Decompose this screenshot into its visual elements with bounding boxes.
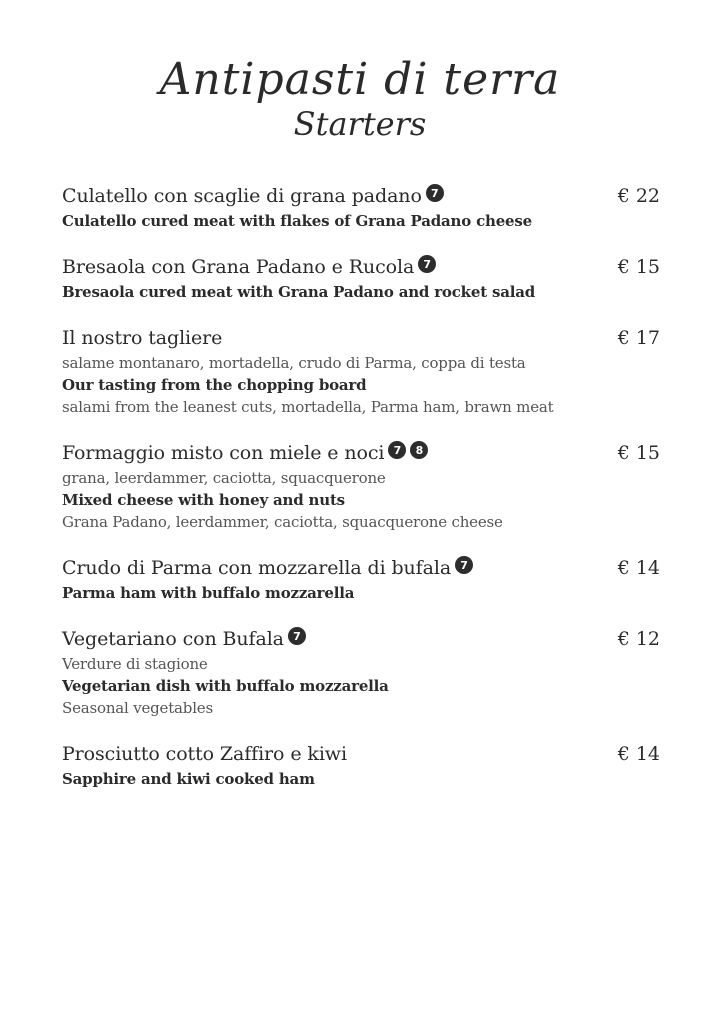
menu-item-price: € 15 (617, 256, 660, 278)
menu-item (62, 625, 662, 719)
page-subtitle: Starters (293, 105, 427, 143)
menu-heading (0, 52, 720, 144)
allergen-badge: 7 (418, 255, 436, 273)
menu-item-price: € 14 (617, 557, 660, 579)
menu-item-price: € 15 (617, 442, 660, 464)
menu-item (62, 740, 662, 790)
english-name: Parma ham with buffalo mozzarella (62, 584, 355, 602)
menu-item-price: € 14 (617, 743, 660, 765)
allergen-badge: 7 (288, 627, 306, 645)
menu-item-header (62, 182, 662, 210)
menu-item-header (62, 439, 662, 467)
menu-list (62, 182, 662, 790)
menu-item-name-wrap (62, 557, 473, 579)
english-description: Grana Padano, leerdammer, caciotta, squacquerone cheese (62, 513, 503, 531)
menu-item (62, 253, 662, 303)
english-name: Our tasting from the chopping board (62, 376, 367, 394)
menu-item-header (62, 324, 662, 352)
english-name: Bresaola cured meat with Grana Padano and rocket salad (62, 283, 536, 301)
menu-item (62, 324, 662, 418)
english-name: Mixed cheese with honey and nuts (62, 491, 345, 509)
italian-description: Verdure di stagione (62, 655, 208, 673)
menu-item-name-wrap (62, 327, 222, 349)
italian-description: salame montanaro, mortadella, crudo di Parma, coppa di testa (62, 354, 526, 372)
menu-item-price: € 17 (617, 327, 660, 349)
italian-description: grana, leerdammer, caciotta, squacquerone (62, 469, 386, 487)
menu-item-name: Il nostro tagliere (62, 327, 223, 349)
allergen-badge: 7 (455, 556, 473, 574)
menu-item-name-wrap (62, 628, 306, 650)
english-name: Culatello cured meat with flakes of Grana Padano cheese (62, 212, 532, 230)
menu-item-name-wrap (62, 185, 444, 207)
menu-item-name: Crudo di Parma con mozzarella di bufala (62, 557, 452, 579)
menu-item-price: € 12 (617, 628, 660, 650)
english-name: Sapphire and kiwi cooked ham (62, 770, 315, 788)
menu-item (62, 182, 662, 232)
menu-item-name: Vegetariano con Bufala (62, 628, 284, 650)
menu-item-price: € 22 (617, 185, 660, 207)
menu-item (62, 439, 662, 533)
english-description: Seasonal vegetables (62, 699, 213, 717)
menu-item-name: Prosciutto cotto Zaffiro e kiwi (62, 743, 347, 765)
menu-item-header (62, 625, 662, 653)
menu-item-name-wrap (62, 442, 428, 464)
menu-item-name: Bresaola con Grana Padano e Rucola (62, 256, 415, 278)
menu-item (62, 554, 662, 604)
menu-item-name: Culatello con scaglie di grana padano (62, 185, 422, 207)
menu-item-name-wrap (62, 743, 347, 765)
page-title: Antipasti di terra (159, 54, 561, 105)
menu-item-header (62, 740, 662, 768)
allergen-badge: 8 (410, 441, 428, 459)
menu-item-name-wrap (62, 256, 436, 278)
english-description: salami from the leanest cuts, mortadella, Parma ham, brawn meat (62, 398, 554, 416)
menu-item-header (62, 554, 662, 582)
menu-item-header (62, 253, 662, 281)
menu-item-name: Formaggio misto con miele e noci (62, 442, 385, 464)
english-name: Vegetarian dish with buffalo mozzarella (62, 677, 389, 695)
allergen-badge: 7 (426, 184, 444, 202)
allergen-badge: 7 (388, 441, 406, 459)
